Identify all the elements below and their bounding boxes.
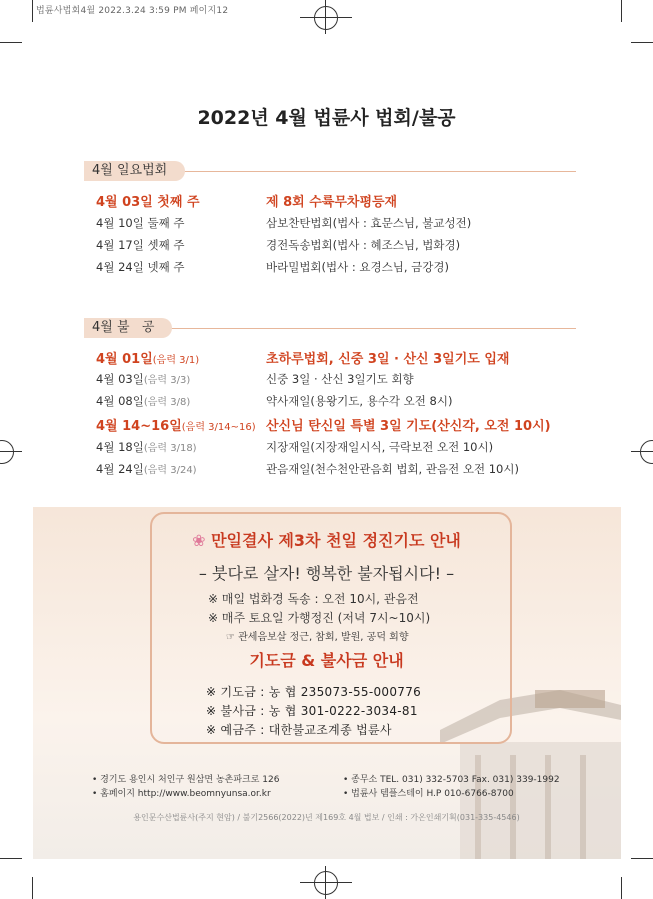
crop-mark <box>300 882 352 883</box>
notice-line: ※ 매주 토요일 가행정진 (저녁 7시~10시) <box>208 611 431 625</box>
lotus-icon: ❀ <box>192 531 212 550</box>
registration-mark <box>314 6 338 30</box>
schedule-date: 4월 08일(음력 3/8) <box>96 394 191 408</box>
notice-line: ※ 매일 법화경 독송 : 오전 10시, 관음전 <box>208 592 419 606</box>
account-line: ※ 불사금 : 농 협 301-0222-3034-81 <box>206 704 418 718</box>
crop-mark <box>32 0 33 22</box>
schedule-event: 관음재일(천수천안관음회 법회, 관음전 오전 10시) <box>266 462 519 476</box>
section-tab-bulgong: 4월 불 공 <box>84 318 172 338</box>
registration-mark <box>640 440 653 464</box>
crop-mark <box>621 877 622 899</box>
schedule-event: 삼보찬탄법회(법사 : 효문스님, 불교성전) <box>266 216 472 230</box>
notice-slogan: – 붓다로 살자! 행복한 불자됩시다! – <box>198 564 455 583</box>
schedule-event: 지장재일(지장재일시식, 극락보전 오전 10시) <box>266 440 494 454</box>
schedule-event: 초하루법회, 신중 3일 · 산신 3일기도 입재 <box>266 352 510 367</box>
schedule-date: 4월 03일(음력 3/3) <box>96 372 191 386</box>
lunar-date: (음력 3/1) <box>152 355 200 366</box>
schedule-event: 신중 3일 · 산신 3일기도 회향 <box>266 372 414 386</box>
schedule-row <box>96 415 596 433</box>
lunar-date: (음력 3/24) <box>143 465 197 476</box>
crop-mark <box>300 17 352 18</box>
schedule-event: 제 8회 수륙무차평등재 <box>266 195 398 210</box>
schedule-event: 산신님 탄신일 특별 3일 기도(산신각, 오전 10시) <box>266 419 551 434</box>
schedule-row <box>96 348 596 366</box>
page-title: 2022년 4월 법륜사 법회/불공 <box>197 107 456 129</box>
account-line: ※ 예금주 : 대한불교조계종 법륜사 <box>206 723 392 737</box>
crop-mark <box>0 858 22 859</box>
schedule-row <box>96 237 596 255</box>
schedule-row <box>96 461 596 479</box>
footer-homepage: • 홈페이지 http://www.beomnyunsa.or.kr <box>92 789 271 799</box>
crop-mark <box>325 866 326 899</box>
schedule-date: 4월 01일(음력 3/1) <box>96 352 200 367</box>
crop-mark <box>325 0 326 34</box>
lunar-date: (음력 3/8) <box>143 397 191 408</box>
schedule-row <box>96 191 596 209</box>
account-line: ※ 기도금 : 농 협 235073-55-000776 <box>206 685 422 699</box>
schedule-event: 경전독송법회(법사 : 혜조스님, 법화경) <box>266 238 461 252</box>
notice-title: ❀ 만일결사 제3차 천일 정진기도 안내 <box>192 531 461 550</box>
publisher-info: 용인문수산법륜사(주지 현암) / 불기2566(2022)년 제169호 4월 법보 / 인쇄 : 가온인쇄기획(031-335-4546) <box>133 813 520 822</box>
crop-mark <box>0 451 22 452</box>
schedule-event: 약사재일(용왕기도, 용수각 오전 8시) <box>266 394 453 408</box>
schedule-date: 4월 17일 셋째 주 <box>96 238 185 252</box>
schedule-date: 4월 18일(음력 3/18) <box>96 440 197 454</box>
printer-slug: 법륜사법회4월 2022.3.24 3:59 PM 페이지12 <box>36 6 229 16</box>
schedule-date: 4월 03일 첫째 주 <box>96 195 200 210</box>
crop-mark <box>32 877 33 899</box>
lunar-date: (음력 3/3) <box>143 375 191 386</box>
footer-office: • 종무소 TEL. 031) 332-5703 Fax. 031) 339-1992 <box>343 775 560 785</box>
schedule-row <box>96 393 596 411</box>
lunar-date: (음력 3/14~16) <box>181 422 256 433</box>
schedule-date: 4월 24일(음력 3/24) <box>96 462 197 476</box>
schedule-row <box>96 439 596 457</box>
schedule-date: 4월 24일 넷째 주 <box>96 260 185 274</box>
notice-line: ☞ 관세음보살 정근, 참회, 발원, 공덕 회향 <box>226 632 409 643</box>
schedule-date: 4월 10일 둘째 주 <box>96 216 185 230</box>
crop-mark <box>0 42 22 43</box>
schedule-event: 바라밀법회(법사 : 요경스님, 금강경) <box>266 260 449 274</box>
registration-mark <box>314 871 338 895</box>
crop-mark <box>631 42 653 43</box>
donation-subtitle: 기도금 & 불사금 안내 <box>249 651 404 670</box>
schedule-row <box>96 259 596 277</box>
footer-address: • 경기도 용인시 처인구 원삼면 농촌파크로 126 <box>92 775 280 785</box>
crop-mark <box>621 0 622 22</box>
crop-mark <box>631 451 653 452</box>
crop-mark <box>631 858 653 859</box>
footer-templestay: • 법륜사 템플스테이 H.P 010-6766-8700 <box>343 789 514 799</box>
lunar-date: (음력 3/18) <box>143 443 197 454</box>
schedule-row <box>96 371 596 389</box>
section-tab-sunday: 4월 일요법회 <box>84 161 185 181</box>
registration-mark <box>0 440 14 464</box>
schedule-date: 4월 14~16일(음력 3/14~16) <box>96 419 256 434</box>
schedule-row <box>96 215 596 233</box>
